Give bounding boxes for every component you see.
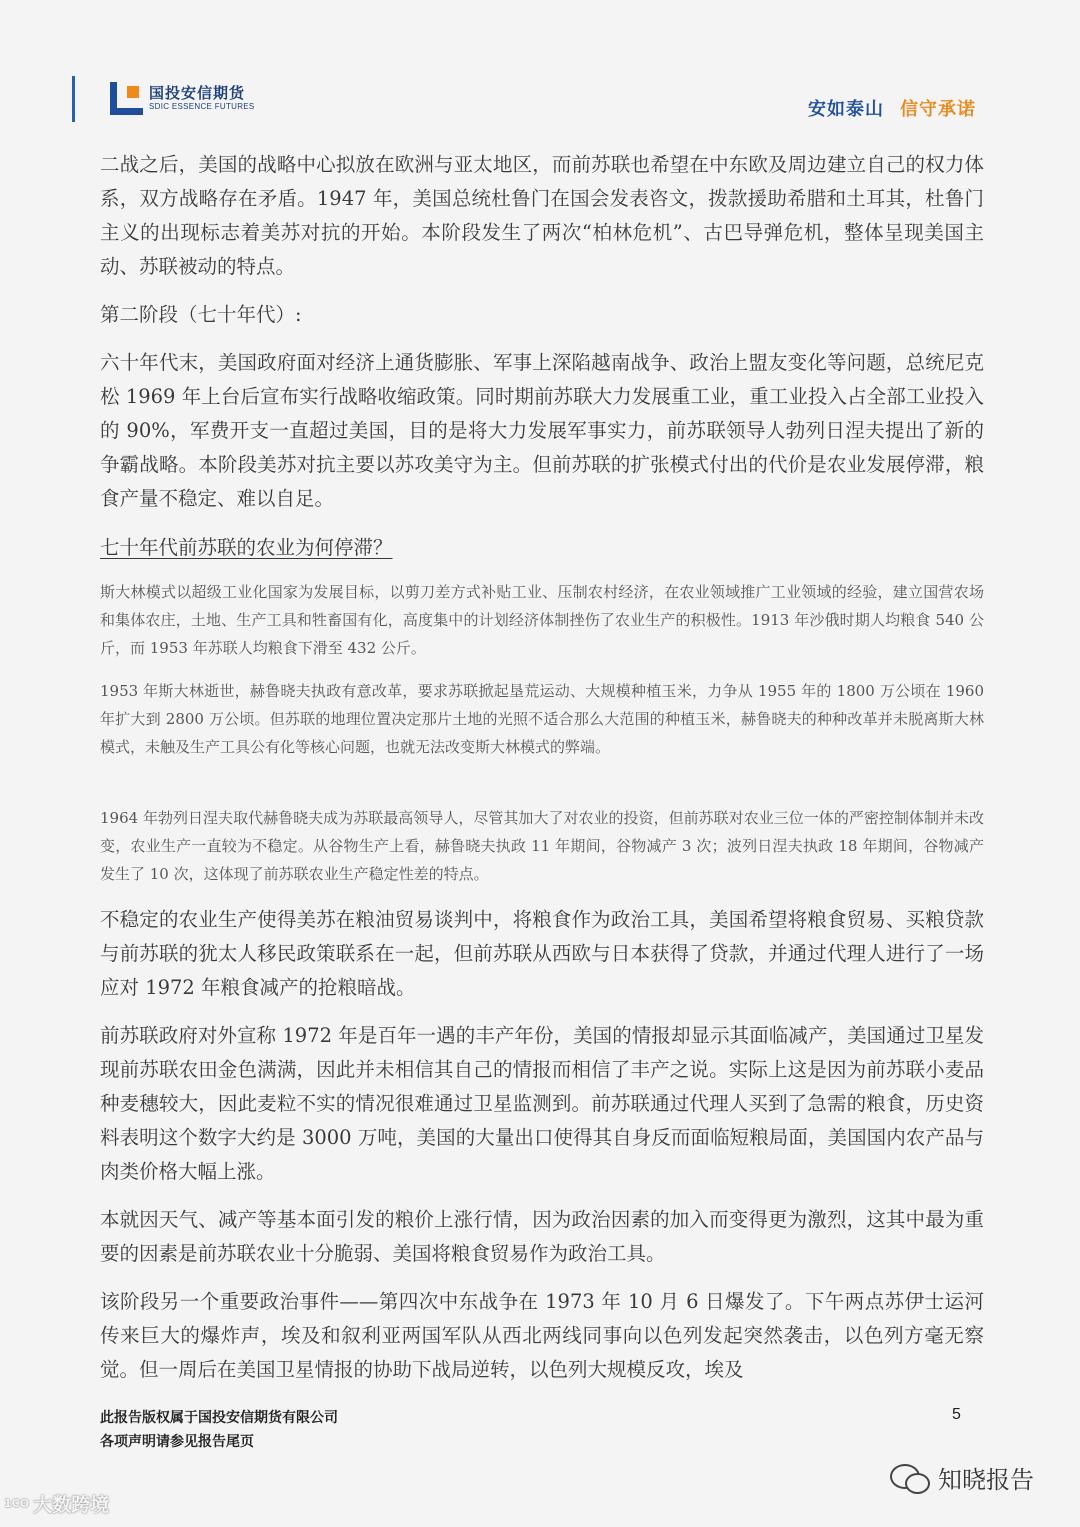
watermark-left-text: 大数跨境 bbox=[33, 1494, 110, 1516]
note-paragraph: 1953 年斯大林逝世，赫鲁晓夫执政有意改革，要求苏联掀起垦荒运动、大规模种植玉米，力争从 1955 年的 1800 万公顷在 1960 年扩大到 2800 万公顷。但苏联的地理位置决定那片土地的光照不适合那么大范围的种植玉米，赫鲁晓夫的种种改革并未脱离斯大林模式，未触及生产工具公有化等核心问题，也就无法改变斯大林模式的弊端。 bbox=[100, 682, 984, 756]
slogan-right: 信守承诺 bbox=[900, 99, 976, 120]
body-paragraph: 该阶段另一个重要政治事件——第四次中东战争在 1973 年 10 月 6 日爆发了。下午两点苏伊士运河传来巨大的爆炸声，埃及和叙利亚两国军队从西北两线同事向以色列发起突然袭击，以色列方毫无察觉。但一周后在美国卫星情报的协助下战局逆转，以色列大规模反攻，埃及 bbox=[100, 1290, 984, 1381]
watermark-left bbox=[4, 1490, 109, 1517]
slogan-left: 安如泰山 bbox=[808, 99, 884, 120]
page-number: 5 bbox=[952, 1406, 961, 1423]
note-paragraph: 斯大林模式以超级工业化国家为发展目标，以剪刀差方式补贴工业、压制农村经济，在农业领域推广工业领域的经验，建立国营农场和集体农庄，土地、生产工具和牲畜国有化，高度集中的计划经济体制挫伤了农业生产的积极性。1913 年沙俄时期人均粮食 540 公斤，而 1953 年苏联人均粮食下滑至 432 公斤。 bbox=[100, 583, 984, 657]
note-paragraph: 1964 年勃列日涅夫取代赫鲁晓夫成为苏联最高领导人，尽管其加大了对农业的投资，但前苏联对农业三位一体的严密控制体制并未改变，农业生产一直较为不稳定。从谷物生产上看，赫鲁晓夫执政 11 年期间，谷物减产 3 次；波列日涅夫执政 18 年期间，谷物减产发生了 10 次，这体现了前苏联农业生产稳定性差的特点。 bbox=[100, 809, 984, 883]
body-paragraph: 不稳定的农业生产使得美苏在粮油贸易谈判中，将粮食作为政治工具，美国希望将粮食贸易、买粮贷款与前苏联的犹太人移民政策联系在一起，但前苏联从西欧与日本获得了贷款，并通过代理人进行了一场应对 1972 年粮食减产的抢粮暗战。 bbox=[100, 908, 984, 999]
company-logo bbox=[110, 82, 255, 115]
footer-notice: 各项声明请参见报告尾页 bbox=[100, 1434, 254, 1450]
watermark-right-text: 知晓报告 bbox=[938, 1466, 1034, 1494]
footer-copyright: 此报告版权属于国投安信期货有限公司 bbox=[100, 1410, 338, 1426]
subsection-heading: 七十年代前苏联的农业为何停滞？ bbox=[100, 536, 393, 559]
logo-english-name: SDIC ESSENCE FUTURES bbox=[149, 102, 255, 111]
watermark-left-mark: 1CO bbox=[4, 1497, 30, 1510]
wechat-icon bbox=[888, 1462, 930, 1494]
footer-disclaimer bbox=[100, 1406, 338, 1454]
body-paragraph: 本就因天气、减产等基本面引发的粮价上涨行情，因为政治因素的加入而变得更为激烈，这其中最为重要的因素是前苏联农业十分脆弱、美国将粮食贸易作为政治工具。 bbox=[100, 1208, 984, 1265]
header-accent-bar bbox=[72, 76, 75, 122]
section-heading: 第二阶段（七十年代）: bbox=[100, 303, 302, 326]
body-paragraph: 六十年代末，美国政府面对经济上通货膨胀、军事上深陷越南战争、政治上盟友变化等问题，总统尼克松 1969 年上台后宣布实行战略收缩政策。同时期前苏联大力发展重工业，重工业投入占全部工业投入的 90%，军费开支一直超过美国，目的是将大力发展军事实力，前苏联领导人勃列日涅夫提出了新的争霸战略。本阶段美苏对抗主要以苏攻美守为主。但前苏联的扩张模式付出的代价是农业发展停滞，粮食产量不稳定、难以自足。 bbox=[100, 351, 984, 510]
watermark-right bbox=[888, 1460, 1034, 1495]
body-paragraph: 前苏联政府对外宣称 1972 年是百年一遇的丰产年份，美国的情报却显示其面临减产，美国通过卫星发现前苏联农田金色满满，因此并未相信其自己的情报而相信了丰产之说。实际上这是因为前苏联小麦品种麦穗较大，因此麦粒不实的情况很难通过卫星监测到。前苏联通过代理人买到了急需的粮食，历史资料表明这个数字大约是 3000 万吨，美国的大量出口使得其自身反而面临短粮局面，美国国内农产品与肉类价格大幅上涨。 bbox=[100, 1024, 984, 1183]
logo-chinese-name: 国投安信期货 bbox=[149, 84, 246, 102]
body-paragraph: 二战之后，美国的战略中心拟放在欧洲与亚太地区，而前苏联也希望在中东欧及周边建立自己的权力体系，双方战略存在矛盾。1947 年，美国总统杜鲁门在国会发表咨文，拨款援助希腊和土耳其，杜鲁门主义的出现标志着美苏对抗的开始。本阶段发生了两次“柏林危机”、古巴导弹危机，整体呈现美国主动、苏联被动的特点。 bbox=[100, 153, 984, 278]
header-slogan bbox=[808, 95, 976, 121]
logo-mark-icon bbox=[110, 82, 143, 115]
